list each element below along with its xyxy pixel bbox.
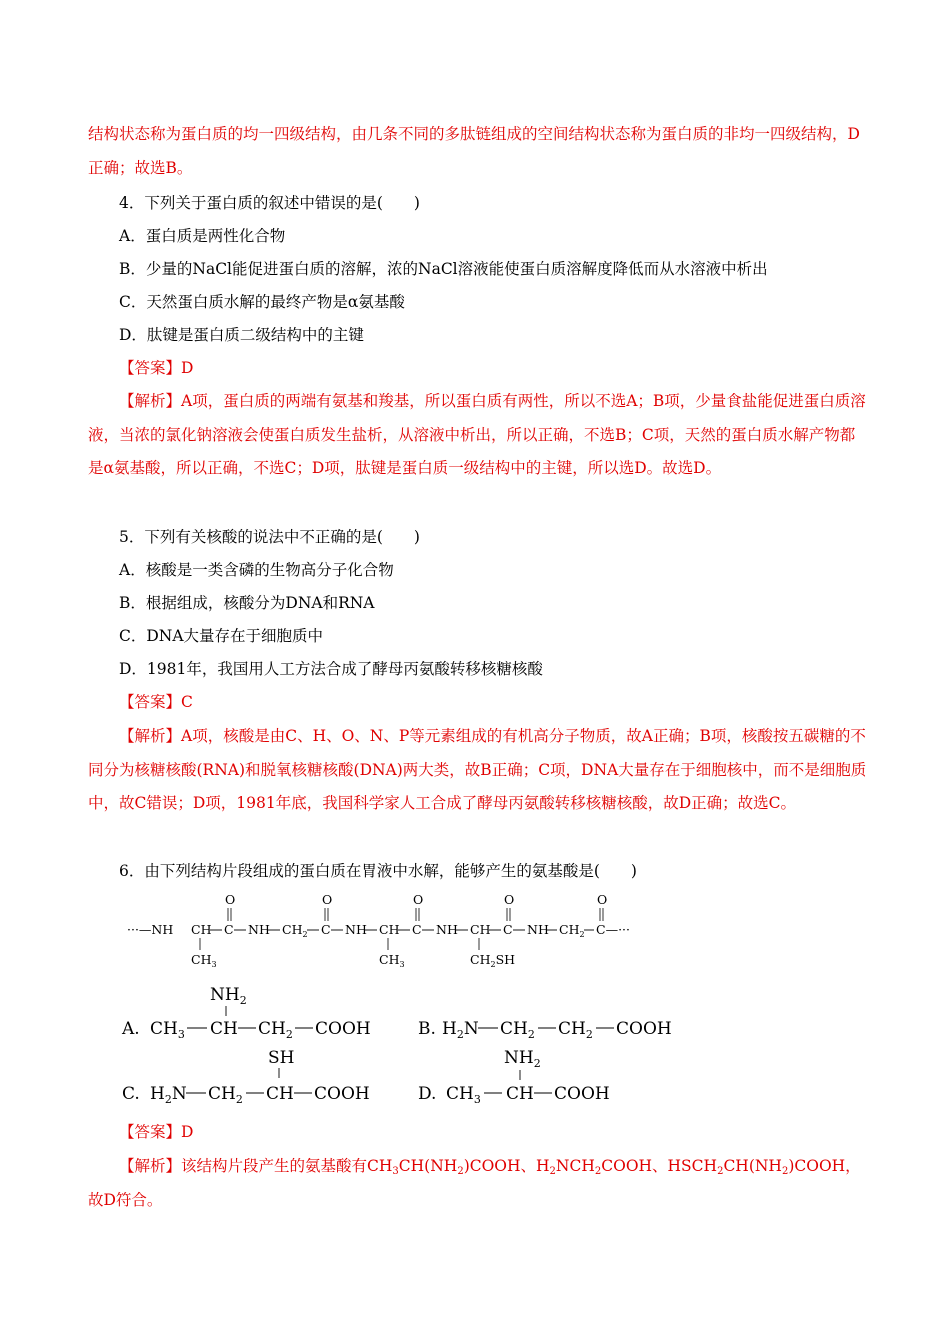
answer-value: C: [181, 693, 193, 711]
chain-nh-2: NH: [345, 922, 367, 937]
chain-start: ···—NH: [127, 922, 174, 937]
analysis-prefix: 该结构片段产生的氨基酸有: [181, 1157, 368, 1175]
analysis-suffix: ，故D符合。: [88, 1157, 861, 1209]
option-d-nh2: $NH_2$: [504, 1048, 541, 1070]
side-chain-ch3-2: $CH_3$: [379, 952, 405, 969]
chain-ch2-2: $CH_2$: [559, 922, 585, 939]
q5-stem: 5．下列有关核酸的说法中不正确的是( ): [119, 528, 420, 546]
option-a-cooh: COOH: [315, 1019, 371, 1039]
answer-label: 【答案】: [119, 1123, 182, 1141]
amino-acid-options-figure: [120, 980, 680, 1110]
option-a-ch: CH: [210, 1019, 238, 1039]
q4-stem: 4．下列关于蛋白质的叙述中错误的是( ): [119, 194, 420, 212]
option-c-sh: SH: [268, 1048, 295, 1068]
chain-c-4: C: [503, 922, 513, 937]
option-a-ch2: $CH_2$: [258, 1019, 293, 1041]
q5-answer: [119, 692, 193, 712]
option-c-cooh: COOH: [314, 1084, 370, 1104]
option-a-ch3: $CH_3$: [150, 1019, 185, 1041]
q5-option-c: C．DNA大量存在于细胞质中: [119, 627, 324, 645]
continuation-paragraph: 结构状态称为蛋白质的均一四级结构，由几条不同的多肽链组成的空间结构状态称为蛋白质的非均一四级结构，D正确；故选B。: [88, 125, 860, 177]
option-d-cooh: COOH: [554, 1084, 610, 1104]
option-b-h2n: $H_2N$: [442, 1019, 479, 1041]
option-b-ch2-1: $CH_2$: [500, 1019, 535, 1041]
chain-ch2-1: $CH_2$: [282, 922, 308, 939]
option-c-h2n: $H_2N$: [150, 1084, 187, 1106]
answer-label: 【答案】: [119, 359, 182, 377]
q5-option-a: A．核酸是一类含磷的生物高分子化合物: [119, 561, 394, 579]
option-d-ch: CH: [506, 1084, 534, 1104]
side-chain-ch3-1: $CH_3$: [191, 952, 217, 969]
q5-option-b: B．根据组成，核酸分为DNA和RNA: [119, 594, 375, 612]
q6-answer: [119, 1122, 193, 1142]
carbonyl-o-5: O: [597, 892, 608, 907]
q4-option-b: B．少量的NaCl能促进蛋白质的溶解，浓的NaCl溶液能使蛋白质溶解度降低而从水溶液中析出: [119, 260, 768, 278]
chain-c-3: C: [412, 922, 422, 937]
chain-nh-3: NH: [436, 922, 458, 937]
chain-ch-1: CH: [191, 922, 212, 937]
analysis-label: 【解析】: [119, 727, 182, 745]
q5-option-d: D．1981年，我国用人工方法合成了酵母丙氨酸转移核糖核酸: [119, 660, 543, 678]
option-d-ch3: $CH_3$: [446, 1084, 481, 1106]
carbonyl-o-4: O: [504, 892, 515, 907]
q4-option-d: D．肽键是蛋白质二级结构中的主键: [119, 326, 364, 344]
analysis-text: A项，蛋白质的两端有氨基和羧基，所以蛋白质有两性，所以不选A；B项，少量食盐能促进蛋白质溶液，当浓的氯化钠溶液会使蛋白质发生盐析，从溶液中析出，所以正确，不选B；C项，天然的蛋白质水解产物都是α氨基酸，所以正确，不选C；D项，肽键是蛋白质一级结构中的主键，所以选D。故选D。: [88, 392, 866, 477]
analysis-label: 【解析】: [119, 392, 182, 410]
q4-analysis: [88, 385, 868, 486]
option-b-label: B.: [418, 1019, 436, 1039]
carbonyl-o-2: O: [322, 892, 333, 907]
answer-value: D: [181, 1123, 194, 1141]
analysis-formulas: $CH_3CH(NH_2)COOH$、$H_2NCH_2COOH$、$HSCH_2CH(NH_2)COOH$: [367, 1157, 846, 1177]
option-d-label: D.: [418, 1084, 437, 1104]
option-b-cooh: COOH: [616, 1019, 672, 1039]
option-a-label: A.: [122, 1019, 140, 1039]
analysis-text: A项，核酸是由C、H、O、N、P等元素组成的有机高分子物质，故A正确；B项，核酸按五碳糖的不同分为核糖核酸(RNA)和脱氧核糖核酸(DNA)两大类，故B正确；C项，DNA大量存在于细胞核中，而不是细胞质中，故C错误；D项，1981年底，我国科学家人工合成了酵母丙氨酸转移核糖核酸，故D正确；故选C。: [88, 727, 867, 812]
chain-nh-1: NH: [248, 922, 270, 937]
analysis-label: 【解析】: [119, 1157, 182, 1175]
q4-answer: [119, 358, 193, 378]
option-c-ch2: $CH_2$: [208, 1084, 243, 1106]
q6-stem: 6．由下列结构片段组成的蛋白质在胃液中水解，能够产生的氨基酸是( ): [119, 862, 637, 880]
option-a-nh2: $NH_2$: [210, 985, 247, 1007]
option-c-ch: CH: [266, 1084, 294, 1104]
q4-option-a: A．蛋白质是两性化合物: [119, 227, 286, 245]
chain-c-2: C: [321, 922, 331, 937]
peptide-chain-figure: [125, 890, 645, 972]
q6-analysis: [88, 1150, 868, 1217]
answer-label: 【答案】: [119, 693, 182, 711]
carbonyl-o-1: O: [225, 892, 236, 907]
chain-end: C—···: [596, 922, 630, 937]
q4-option-c: C．天然蛋白质水解的最终产物是α氨基酸: [119, 293, 405, 311]
chain-ch-3: CH: [470, 922, 491, 937]
option-b-ch2-2: $CH_2$: [558, 1019, 593, 1041]
side-chain-ch2sh: $CH_2SH$: [470, 952, 516, 969]
q5-analysis: [88, 720, 868, 821]
carbonyl-o-3: O: [413, 892, 424, 907]
chain-ch-2: CH: [379, 922, 400, 937]
option-c-label: C.: [122, 1084, 140, 1104]
answer-value: D: [181, 359, 194, 377]
chain-c-1: C: [224, 922, 234, 937]
chain-nh-4: NH: [527, 922, 549, 937]
